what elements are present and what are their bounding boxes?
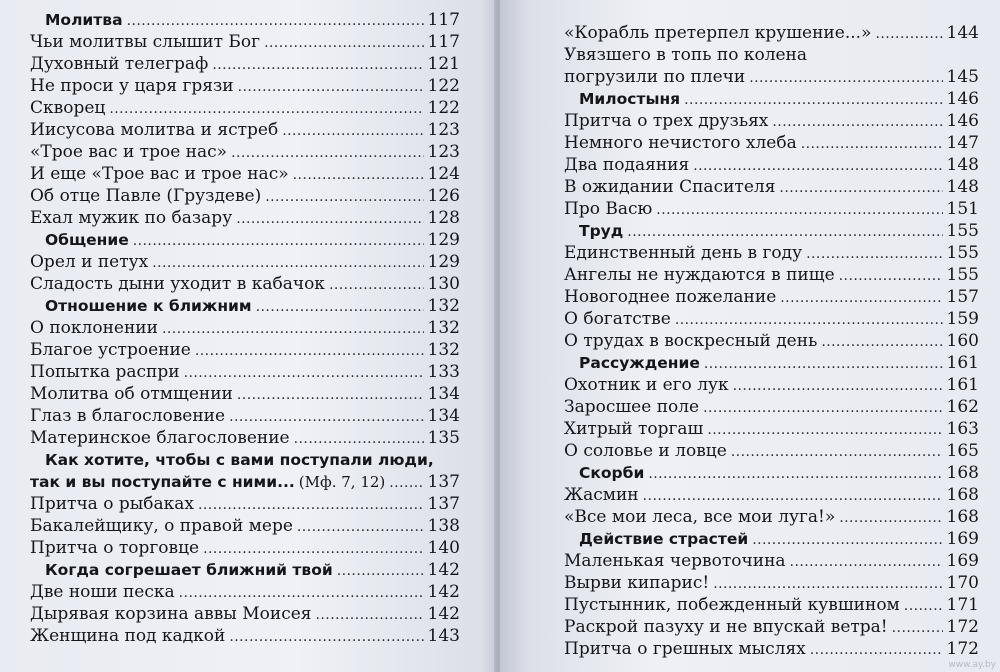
toc-dot-leader <box>806 243 942 265</box>
toc-page-number: 128 <box>427 208 460 228</box>
toc-page-number: 160 <box>946 331 979 351</box>
toc-dot-leader <box>643 485 943 507</box>
toc-page-number: 171 <box>946 595 979 615</box>
toc-dot-leader <box>212 54 423 76</box>
toc-entry <box>30 75 460 97</box>
right-page <box>500 0 1000 672</box>
toc-page-number: 155 <box>946 221 979 241</box>
toc-page-number: 132 <box>427 340 460 360</box>
toc-entry <box>30 339 460 361</box>
toc-dot-leader <box>229 626 423 648</box>
toc-entry <box>30 185 460 207</box>
toc-entry-title: Про Васю <box>564 199 653 219</box>
toc-entry <box>30 537 460 559</box>
toc-dot-leader <box>675 309 943 331</box>
toc-page-number: 142 <box>427 604 460 624</box>
toc-page-number: 168 <box>946 485 979 505</box>
toc-page-number: 142 <box>427 582 460 602</box>
toc-page-number: 159 <box>946 309 979 329</box>
toc-entry-title: В ожидании Спасителя <box>564 177 776 197</box>
toc-dot-leader <box>179 582 424 604</box>
toc-section-heading <box>564 88 979 110</box>
toc-dot-leader <box>133 230 424 252</box>
toc-entry <box>30 97 460 119</box>
toc-entry-title: Общение <box>45 231 129 249</box>
toc-entry-title: Благое устроение <box>30 340 191 360</box>
toc-page-number: 137 <box>427 472 460 492</box>
toc-dot-leader <box>162 318 424 340</box>
toc-page-number: 170 <box>946 573 979 593</box>
toc-dot-leader <box>294 428 424 450</box>
toc-page-number: 123 <box>427 120 460 140</box>
toc-page-number: 140 <box>427 538 460 558</box>
toc-entry <box>30 273 460 295</box>
toc-entry <box>564 264 979 286</box>
toc-entry-title: Притча о торговце <box>30 538 200 558</box>
toc-entry <box>564 572 979 594</box>
toc-entry-title: Молитва об отмщении <box>30 384 233 404</box>
toc-dot-leader <box>316 604 424 626</box>
toc-entry <box>564 396 979 418</box>
toc-section-heading-continued <box>30 471 460 493</box>
toc-dot-leader <box>389 472 423 494</box>
toc-dot-leader <box>282 120 423 142</box>
toc-entry <box>30 163 460 185</box>
toc-dot-leader <box>839 265 943 287</box>
toc-dot-leader <box>704 353 943 375</box>
toc-section-heading <box>564 220 979 242</box>
toc-entry <box>30 361 460 383</box>
toc-entry-title: Охотник и его лук <box>564 375 729 395</box>
toc-entry-title: Два подаяния <box>564 155 690 175</box>
toc-section-heading <box>30 9 460 31</box>
toc-dot-leader <box>684 89 942 111</box>
toc-dot-leader <box>772 111 942 133</box>
toc-entry-title: Не проси у царя грязи <box>30 76 234 96</box>
toc-entry <box>30 383 460 405</box>
toc-entry-title: Об отце Павле (Груздеве) <box>30 186 262 206</box>
toc-entry-title: Немного нечистого хлеба <box>564 133 797 153</box>
toc-dot-leader <box>875 23 942 45</box>
toc-entry <box>564 374 979 396</box>
toc-entry <box>30 625 460 647</box>
toc-page-number: 148 <box>946 177 979 197</box>
watermark: www.ay.by <box>948 660 996 670</box>
toc-entry <box>30 31 460 53</box>
toc-dot-leader <box>195 340 424 362</box>
toc-dot-leader <box>627 221 942 243</box>
toc-entry <box>30 405 460 427</box>
toc-entry-title: Пустынник, побежденный кувшином <box>564 595 900 615</box>
toc-entry-title: Труд <box>579 222 624 240</box>
toc-entry <box>564 594 979 616</box>
toc-page-number: 147 <box>946 133 979 153</box>
toc-entry-title: Отношение к ближним <box>45 297 252 315</box>
toc-page-number: 133 <box>427 362 460 382</box>
toc-dot-leader <box>127 10 424 32</box>
toc-entry-title: Заросшее поле <box>564 397 700 417</box>
toc-entry <box>564 440 979 462</box>
toc-page-number: 142 <box>427 560 460 580</box>
toc-entry-title: Сладость дыни уходит в кабачок <box>30 274 325 294</box>
toc-page-number: 172 <box>946 639 979 659</box>
toc-entry <box>564 198 979 220</box>
table-of-contents-left <box>30 9 460 647</box>
toc-entry-title: О соловье и ловце <box>564 441 727 461</box>
toc-entry-title: Молитва <box>45 11 123 29</box>
toc-entry <box>30 119 460 141</box>
toc-entry <box>564 242 979 264</box>
toc-section-heading <box>30 229 460 251</box>
toc-entry-title: Женщина под кадкой <box>30 626 226 646</box>
toc-page-number: 148 <box>946 155 979 175</box>
toc-dot-leader <box>648 463 942 485</box>
toc-entry-title: Маленькая червоточина <box>564 551 786 571</box>
toc-dot-leader <box>733 375 943 397</box>
toc-page-number: 130 <box>427 274 460 294</box>
toc-section-heading <box>30 559 460 581</box>
toc-dot-leader <box>238 76 424 98</box>
toc-page-number: 134 <box>427 384 460 404</box>
toc-page-number: 121 <box>427 54 460 74</box>
toc-entry <box>564 308 979 330</box>
toc-entry-title: Материнское благословение <box>30 428 290 448</box>
toc-scripture-reference: (Мф. 7, 12) <box>298 473 386 491</box>
toc-entry <box>564 44 979 66</box>
toc-dot-leader <box>693 155 942 177</box>
toc-entry-title: О богатстве <box>564 309 671 329</box>
toc-dot-leader <box>731 441 943 463</box>
toc-page-number: 117 <box>427 10 460 30</box>
toc-entry <box>30 141 460 163</box>
toc-page-number: 162 <box>946 397 979 417</box>
toc-page-number: 124 <box>427 164 460 184</box>
toc-dot-leader <box>707 419 942 441</box>
toc-page-number: 126 <box>427 186 460 206</box>
toc-dot-leader <box>329 274 424 296</box>
toc-page-number: 143 <box>427 626 460 646</box>
toc-page-number: 163 <box>946 419 979 439</box>
toc-entry-title: И еще «Трое вас и трое нас» <box>30 164 289 184</box>
toc-entry <box>30 53 460 75</box>
toc-entry <box>564 22 979 44</box>
toc-page-number: 168 <box>946 463 979 483</box>
toc-entry-title: Новогоднее пожелание <box>564 287 777 307</box>
toc-page-number: 129 <box>427 230 460 250</box>
toc-entry-title: Действие страстей <box>579 530 749 548</box>
toc-page-number: 169 <box>946 529 979 549</box>
toc-page-number: 145 <box>946 67 979 87</box>
toc-entry-title: Бакалейщику, о правой мере <box>30 516 293 536</box>
toc-entry <box>30 603 460 625</box>
toc-section-heading <box>30 449 460 471</box>
toc-page-number: 172 <box>946 617 979 637</box>
toc-entry <box>30 317 460 339</box>
toc-entry <box>30 427 460 449</box>
toc-entry-title: Хитрый торгаш <box>564 419 704 439</box>
toc-entry-title: О трудах в воскресный день <box>564 331 818 351</box>
toc-entry-title: О поклонении <box>30 318 158 338</box>
toc-entry <box>564 550 979 572</box>
toc-dot-leader <box>904 595 943 617</box>
toc-dot-leader <box>790 551 943 573</box>
toc-entry-title: Единственный день в году <box>564 243 803 263</box>
toc-dot-leader <box>231 142 423 164</box>
toc-page-number: 117 <box>427 32 460 52</box>
toc-dot-leader <box>198 494 424 516</box>
toc-entry <box>564 154 979 176</box>
toc-page-number: 155 <box>946 243 979 263</box>
toc-entry-title: Попытка распри <box>30 362 180 382</box>
toc-entry-title: Скворец <box>30 98 106 118</box>
toc-entry-continued <box>564 66 979 88</box>
toc-dot-leader <box>256 296 424 318</box>
toc-section-heading <box>564 352 979 374</box>
toc-entry <box>564 330 979 352</box>
toc-page-number: 155 <box>946 265 979 285</box>
toc-dot-leader <box>109 98 423 120</box>
toc-entry <box>564 110 979 132</box>
toc-entry-title: «Трое вас и трое нас» <box>30 142 228 162</box>
toc-entry-title: Дырявая корзина аввы Моисея <box>30 604 312 624</box>
toc-entry-title: так и вы поступайте с ними... <box>30 473 295 491</box>
toc-entry-title: Милостыня <box>579 90 681 108</box>
toc-page-number: 137 <box>427 494 460 514</box>
toc-entry <box>564 132 979 154</box>
toc-dot-leader <box>752 529 942 551</box>
toc-page-number: 169 <box>946 551 979 571</box>
toc-entry-title: Притча о трех друзьях <box>564 111 769 131</box>
toc-page-number: 135 <box>427 428 460 448</box>
toc-dot-leader <box>203 538 423 560</box>
toc-dot-leader <box>656 199 942 221</box>
toc-dot-leader <box>337 560 424 582</box>
toc-dot-leader <box>749 67 942 89</box>
table-of-contents-right <box>564 22 979 660</box>
toc-page-number: 157 <box>946 287 979 307</box>
left-page <box>0 0 496 672</box>
toc-dot-leader <box>703 397 942 419</box>
toc-entry-title: Ангелы не нуждаются в пище <box>564 265 835 285</box>
toc-entry-title: Глаз в благословение <box>30 406 226 426</box>
toc-section-heading <box>564 462 979 484</box>
toc-page-number: 168 <box>946 507 979 527</box>
toc-entry <box>30 251 460 273</box>
toc-entry <box>564 506 979 528</box>
toc-dot-leader <box>184 362 424 384</box>
toc-entry <box>30 207 460 229</box>
toc-entry-title: Ехал мужик по базару <box>30 208 233 228</box>
toc-dot-leader <box>780 287 942 309</box>
toc-page-number: 132 <box>427 318 460 338</box>
toc-page-number: 123 <box>427 142 460 162</box>
toc-page-number: 132 <box>427 296 460 316</box>
toc-entry-title: Две ноши песка <box>30 582 175 602</box>
toc-entry <box>564 418 979 440</box>
toc-entry-title: Притча о рыбаках <box>30 494 194 514</box>
toc-dot-leader <box>237 384 424 406</box>
toc-page-number: 122 <box>427 98 460 118</box>
toc-dot-leader <box>293 164 424 186</box>
toc-entry-title: Рассуждение <box>579 354 700 372</box>
toc-page-number: 146 <box>946 89 979 109</box>
toc-entry <box>564 286 979 308</box>
toc-entry-title: Иисусова молитва и ястреб <box>30 120 279 140</box>
toc-page-number: 165 <box>946 441 979 461</box>
toc-entry-title: «Все мои леса, все мои луга!» <box>564 507 836 527</box>
toc-dot-leader <box>297 516 424 538</box>
toc-entry-title: Вырви кипарис! <box>564 573 710 593</box>
toc-entry <box>564 616 979 638</box>
toc-entry-title: Увязшего в топь по колена <box>564 45 808 65</box>
toc-entry-title: Орел и петух <box>30 252 149 272</box>
toc-entry-title: Как хотите, чтобы с вами поступали люди, <box>45 451 434 469</box>
toc-dot-leader <box>801 133 943 155</box>
toc-entry-title: Жасмин <box>564 485 639 505</box>
toc-entry-title: Притча о грешных мыслях <box>564 639 806 659</box>
toc-page-number: 146 <box>946 111 979 131</box>
toc-dot-leader <box>810 639 943 661</box>
toc-page-number: 138 <box>427 516 460 536</box>
toc-entry <box>30 515 460 537</box>
toc-dot-leader <box>839 507 942 529</box>
toc-entry <box>30 493 460 515</box>
toc-dot-leader <box>892 617 943 639</box>
toc-entry <box>564 176 979 198</box>
toc-page-number: 161 <box>946 375 979 395</box>
toc-dot-leader <box>264 32 423 54</box>
toc-page-number: 151 <box>946 199 979 219</box>
toc-entry-title: Скорби <box>579 464 645 482</box>
toc-entry <box>564 638 979 660</box>
toc-entry-title: Духовный телеграф <box>30 54 209 74</box>
toc-entry-title: погрузили по плечи <box>564 67 746 87</box>
toc-dot-leader <box>229 406 423 428</box>
toc-dot-leader <box>152 252 423 274</box>
toc-page-number: 129 <box>427 252 460 272</box>
toc-entry-title: Раскрой пазуху и не впускай ветра! <box>564 617 888 637</box>
toc-entry-title: Когда согрешает ближний твой <box>45 561 333 579</box>
toc-page-number: 161 <box>946 353 979 373</box>
toc-entry <box>564 484 979 506</box>
toc-section-heading <box>30 295 460 317</box>
toc-entry-title: «Корабль претерпел крушение...» <box>564 23 872 43</box>
toc-dot-leader <box>821 331 942 353</box>
toc-page-number: 122 <box>427 76 460 96</box>
toc-entry-title: Чьи молитвы слышит Бог <box>30 32 261 52</box>
toc-dot-leader <box>265 186 423 208</box>
toc-section-heading <box>564 528 979 550</box>
toc-entry <box>30 581 460 603</box>
toc-dot-leader <box>236 208 423 230</box>
toc-page-number: 144 <box>946 23 979 43</box>
toc-page-number: 134 <box>427 406 460 426</box>
toc-dot-leader <box>779 177 942 199</box>
toc-dot-leader <box>713 573 942 595</box>
